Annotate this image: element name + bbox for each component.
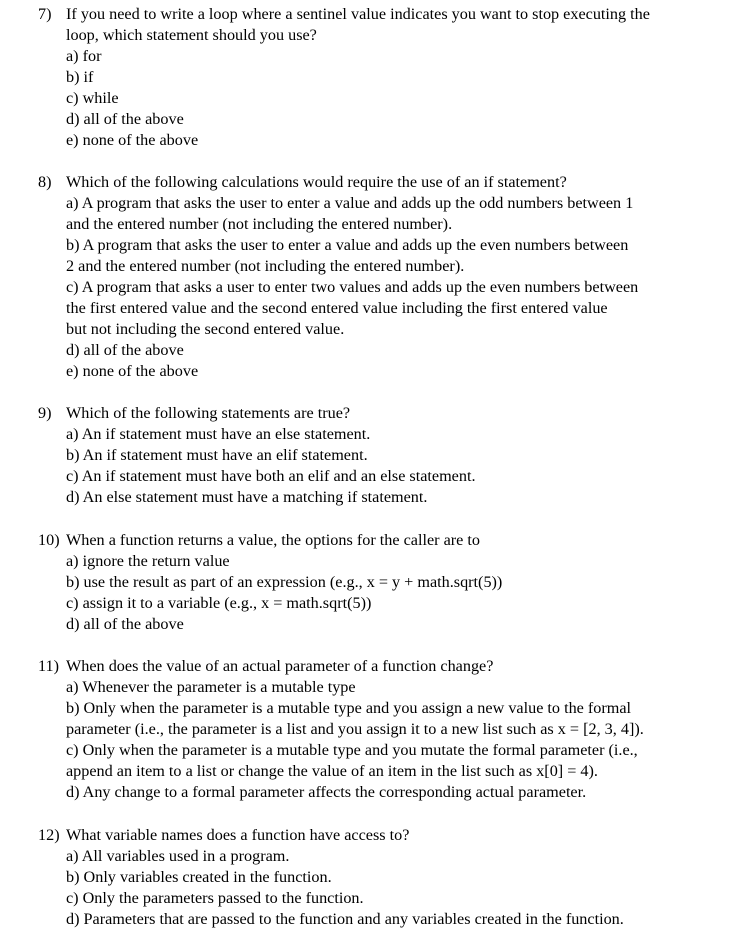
answer-option: d) all of the above	[66, 341, 184, 359]
question-text: Which of the following calculations would require the use of an if statement?	[66, 173, 567, 191]
question-text: Which of the following statements are true?	[66, 404, 351, 422]
answer-option: d) Parameters that are passed to the function and any variables created in the function.	[66, 910, 624, 928]
question-text: If you need to write a loop where a sentinel value indicates you want to stop executing the	[66, 5, 650, 23]
answer-option: d) Any change to a formal parameter affects the corresponding actual parameter.	[66, 783, 587, 801]
answer-option: c) A program that asks a user to enter two values and adds up the even numbers between	[66, 278, 639, 296]
answer-option: a) for	[66, 47, 102, 65]
answer-option: b) Only when the parameter is a mutable type and you assign a new value to the formal	[66, 699, 632, 717]
answer-option: a) An if statement must have an else statement.	[66, 425, 371, 443]
answer-option: d) all of the above	[66, 615, 184, 633]
answer-option: b) A program that asks the user to enter a value and adds up the even numbers between	[66, 236, 629, 254]
answer-option: d) all of the above	[66, 110, 184, 128]
answer-option-continuation: parameter (i.e., the parameter is a list and you assign it to a new list such as x = [2, 3, 4]).	[66, 720, 644, 738]
answer-option: a) All variables used in a program.	[66, 847, 290, 865]
answer-option: e) none of the above	[66, 131, 199, 149]
question-number: 9)	[38, 404, 52, 422]
answer-option: c) while	[66, 89, 119, 107]
question-number: 11)	[38, 657, 59, 675]
answer-option: c) assign it to a variable (e.g., x = math.sqrt(5))	[66, 594, 372, 612]
answer-option-continuation: the first entered value and the second entered value including the first entered value	[66, 299, 608, 317]
answer-option: a) ignore the return value	[66, 552, 230, 570]
answer-option: b) Only variables created in the function.	[66, 868, 332, 886]
answer-option: e) none of the above	[66, 362, 199, 380]
answer-option-continuation: 2 and the entered number (not including the entered number).	[66, 257, 465, 275]
question-number: 7)	[38, 5, 52, 23]
question-number: 8)	[38, 173, 52, 191]
answer-option: a) Whenever the parameter is a mutable type	[66, 678, 356, 696]
answer-option: b) if	[66, 68, 94, 86]
question-text: When does the value of an actual parameter of a function change?	[66, 657, 494, 675]
answer-option: b) An if statement must have an elif statement.	[66, 446, 368, 464]
answer-option-continuation: but not including the second entered value.	[66, 320, 345, 338]
answer-option-continuation: append an item to a list or change the value of an item in the list such as x[0] = 4).	[66, 762, 598, 780]
answer-option: a) A program that asks the user to enter a value and adds up the odd numbers between 1	[66, 194, 634, 212]
question-text: loop, which statement should you use?	[66, 26, 317, 44]
question-number: 10)	[38, 531, 60, 549]
question-number: 12)	[38, 826, 60, 844]
answer-option: d) An else statement must have a matching if statement.	[66, 488, 428, 506]
answer-option-continuation: and the entered number (not including the entered number).	[66, 215, 453, 233]
question-text: When a function returns a value, the options for the caller are to	[66, 531, 480, 549]
answer-option: c) Only the parameters passed to the function.	[66, 889, 364, 907]
answer-option: c) Only when the parameter is a mutable type and you mutate the formal parameter (i.e.,	[66, 741, 638, 759]
answer-option: b) use the result as part of an expression (e.g., x = y + math.sqrt(5))	[66, 573, 503, 591]
question-text: What variable names does a function have access to?	[66, 826, 410, 844]
answer-option: c) An if statement must have both an elif and an else statement.	[66, 467, 476, 485]
